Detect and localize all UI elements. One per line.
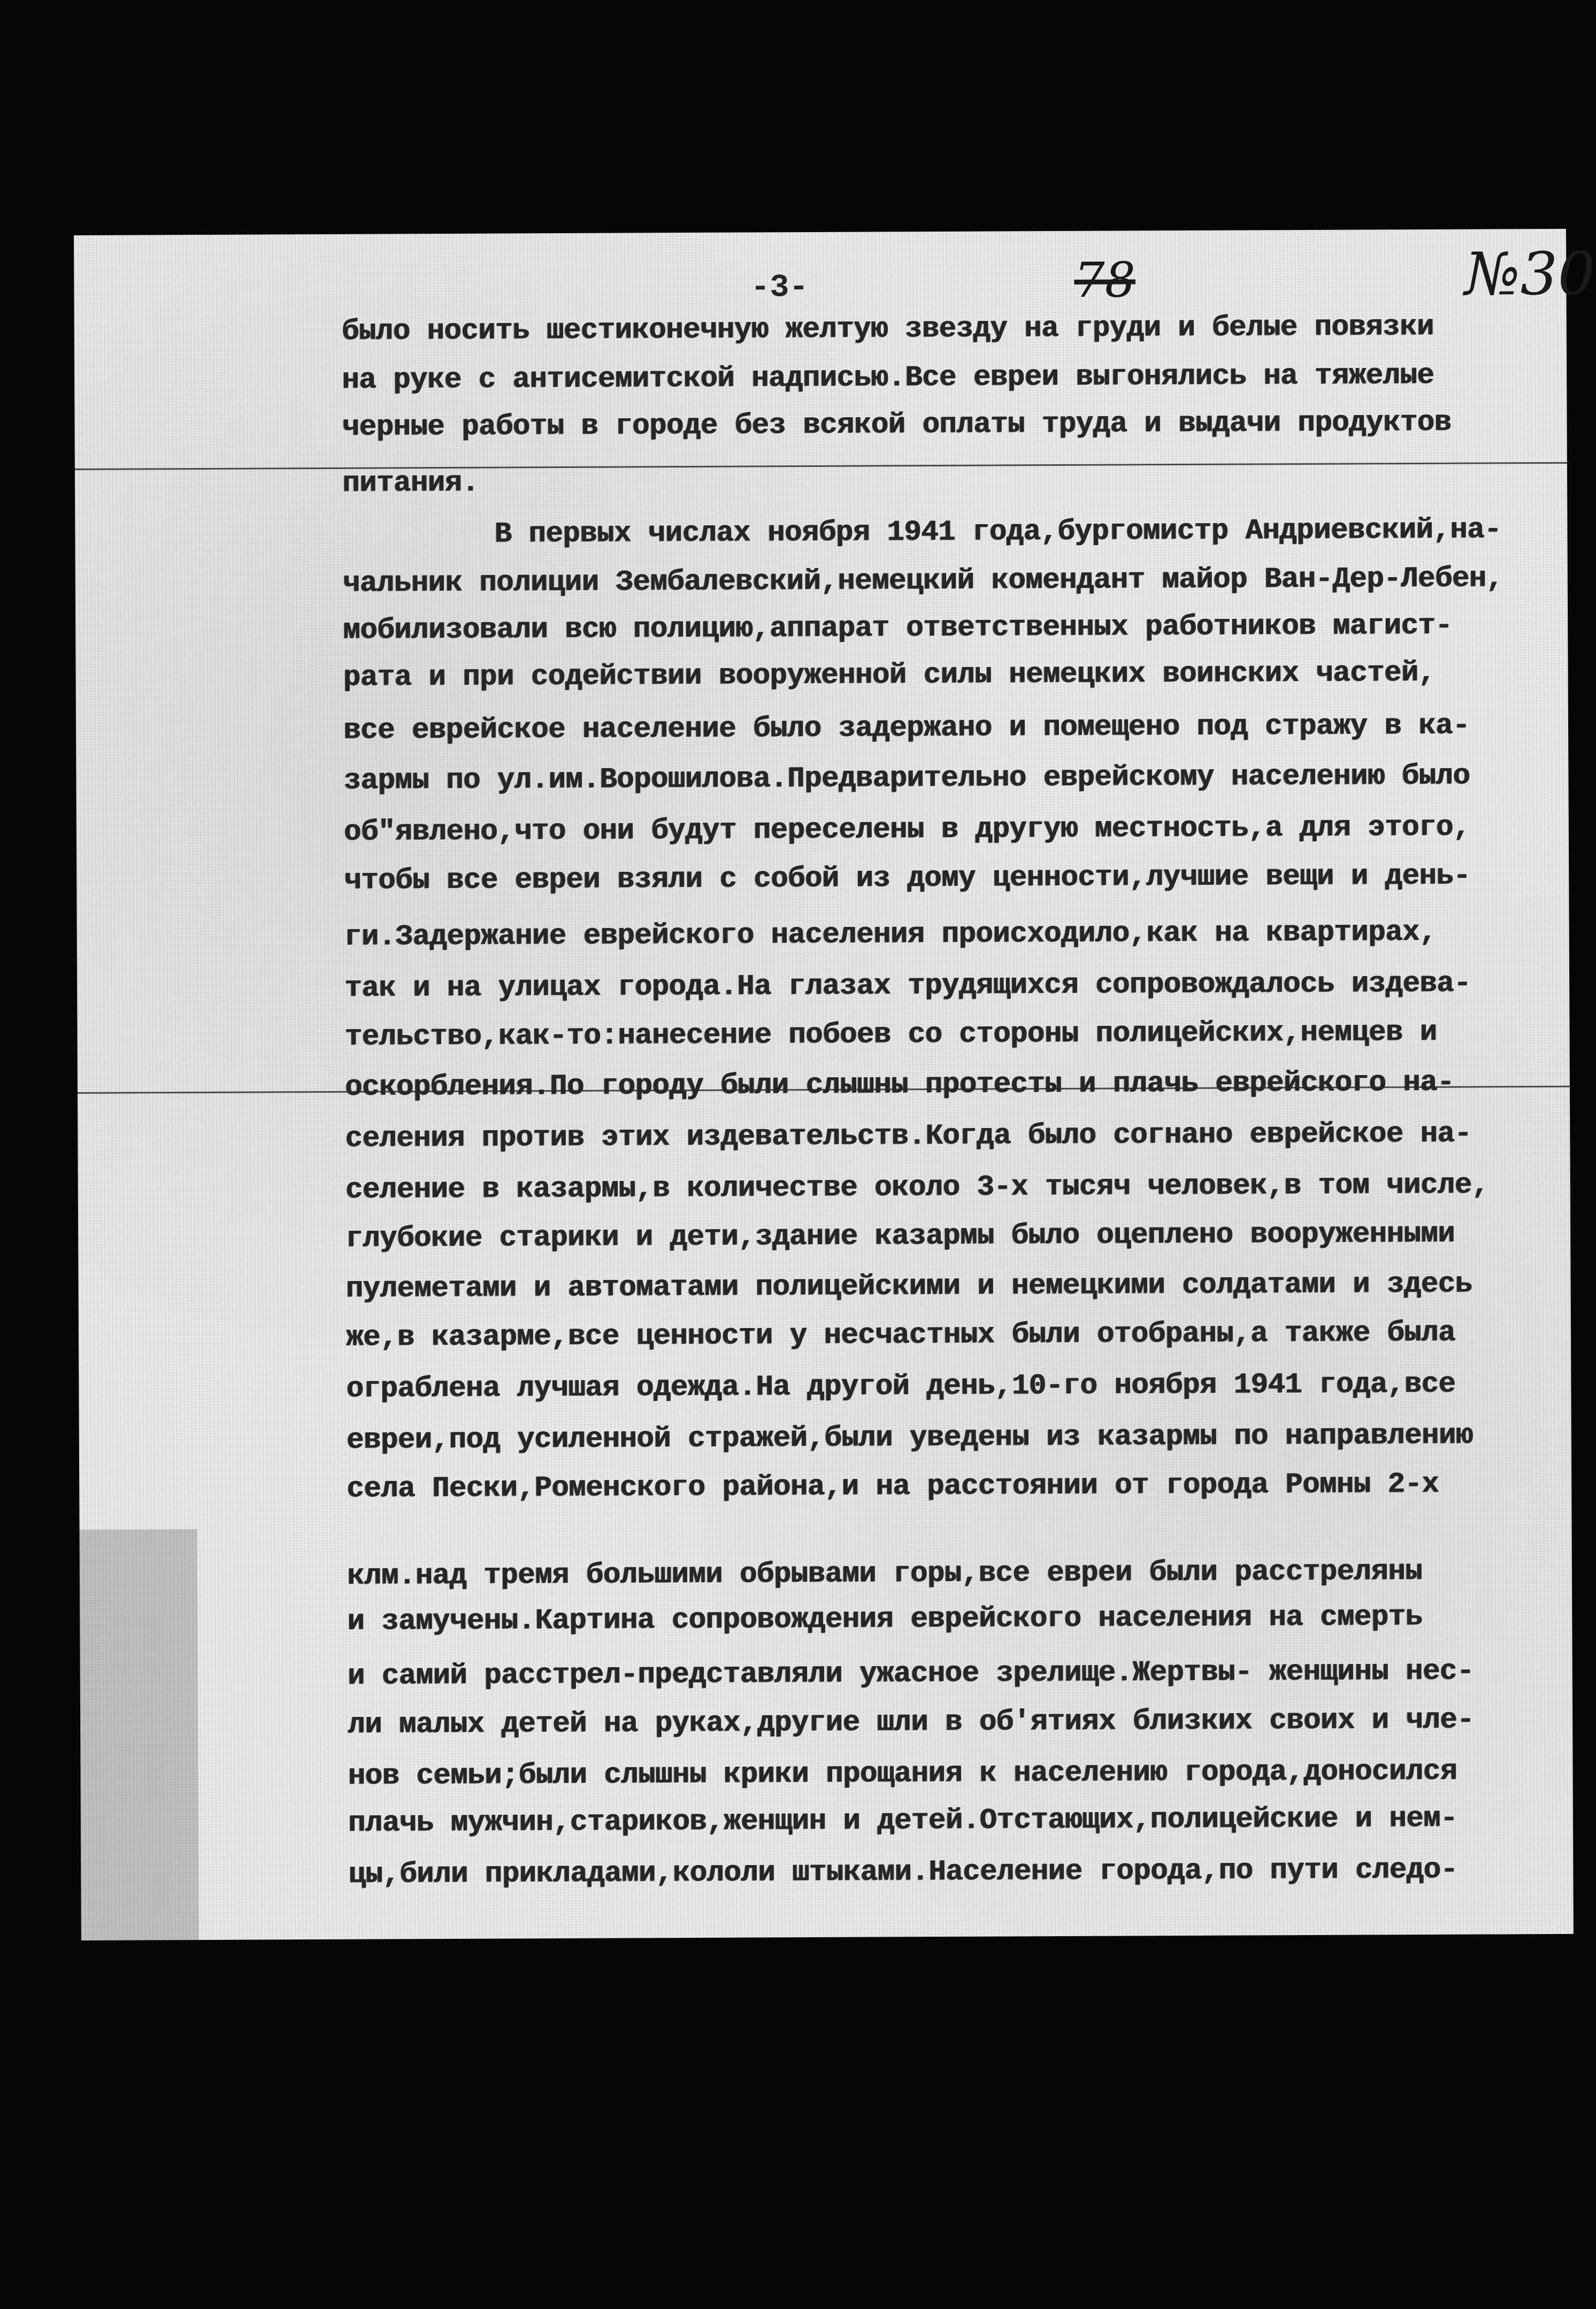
text-line: же,в казарме,все ценности у несчастных были отобраны,а также была: [346, 1316, 1455, 1354]
text-line: зармы по ул.им.Ворошилова.Предварительно еврейскому населению было: [343, 760, 1470, 797]
text-line: чтобы все евреи взяли с собой из дому ценности,лучшие вещи и день-: [344, 860, 1471, 897]
scan-artifact-line: [75, 462, 1567, 470]
text-line: мобилизовали всю полицию,аппарат ответственных работников магист-: [343, 609, 1453, 647]
text-line: ли малых детей на руках,другие шли в об'ятиях близких своих и чле-: [348, 1704, 1475, 1742]
text-line: все еврейское население было задержано и помещено под стражу в ка-: [343, 709, 1470, 747]
text-line: плачь мужчин,стариков,женщин и детей.Отстающих,полицейские и нем-: [348, 1802, 1457, 1840]
text-line: ги.Задержание еврейского населения происходило,как на квартирах,: [344, 916, 1437, 954]
scanned-document-page: [74, 229, 1595, 1940]
text-line: на руке с антисемитской надписью.Все евреи выгонялись на тяжелые: [342, 359, 1434, 397]
text-line: ограблена лучшая одежда.На другой день,10-го ноября 1941 года,все: [346, 1368, 1456, 1406]
text-line: В первых числах ноября 1941 года,бургомистр Андриевский,на-: [494, 513, 1501, 551]
text-line: и самий расстрел-представляли ужасное зрелище.Жертвы- женщины нес-: [347, 1655, 1474, 1693]
text-line: селения против этих издевательств.Когда было согнано еврейское на-: [345, 1117, 1472, 1155]
text-line: села Пески,Роменского района,и на расстоянии от города Ромны 2-х: [347, 1468, 1439, 1506]
text-line: нов семьи;были слышны крики прощания к населению города,доносился: [348, 1755, 1457, 1793]
text-line: оскорбления.По городу были слышны протесты и плачь еврейского на-: [344, 1066, 1454, 1104]
text-line: пулеметами и автоматами полицейскими и немецкими солдатами и здесь: [346, 1268, 1472, 1306]
text-line: рата и при содействии вооруженной силы немецких воинских частей,: [343, 656, 1436, 694]
text-line: глубокие старики и дети,здание казармы было оцеплено вооруженными: [346, 1217, 1455, 1255]
text-line: селение в казармы,в количестве около 3-х тысяч человек,в том числе,: [345, 1169, 1489, 1207]
page-number: -3-: [750, 270, 809, 306]
scan-shadow: [80, 1529, 199, 1940]
text-line: черные работы в городе без всякой оплаты труда и выдачи продуктов: [342, 406, 1452, 444]
text-line: цы,били прикладами,кололи штыками.Население города,по пути следо-: [348, 1853, 1458, 1891]
text-line: было носить шестиконечную желтую звезду на груди и белые повязки: [341, 310, 1434, 348]
text-line: об"явлено,что они будут переселены в другую местность,а для этого,: [343, 811, 1470, 849]
text-line: питания.: [342, 466, 479, 500]
text-line: тельство,как-то:нанесение побоев со стороны полицейских,немцев и: [344, 1016, 1437, 1054]
text-line: чальник полиции Зембалевский,немецкий комендант майор Ван-Дер-Лебен,: [342, 562, 1503, 600]
handwritten-folio-number: №30: [1464, 239, 1595, 309]
text-line: евреи,под усиленной стражей,были уведены из казармы по направлению: [346, 1419, 1473, 1457]
text-line: клм.над тремя большими обрывами горы,все евреи были расстреляны: [347, 1555, 1423, 1593]
text-line: и замучены.Картина сопровождения еврейского населения на смерть: [347, 1601, 1423, 1638]
handwritten-old-folio: 78: [1074, 252, 1136, 309]
text-line: так и на улицах города.На глазах трудящихся сопровождалось издева-: [344, 967, 1471, 1005]
